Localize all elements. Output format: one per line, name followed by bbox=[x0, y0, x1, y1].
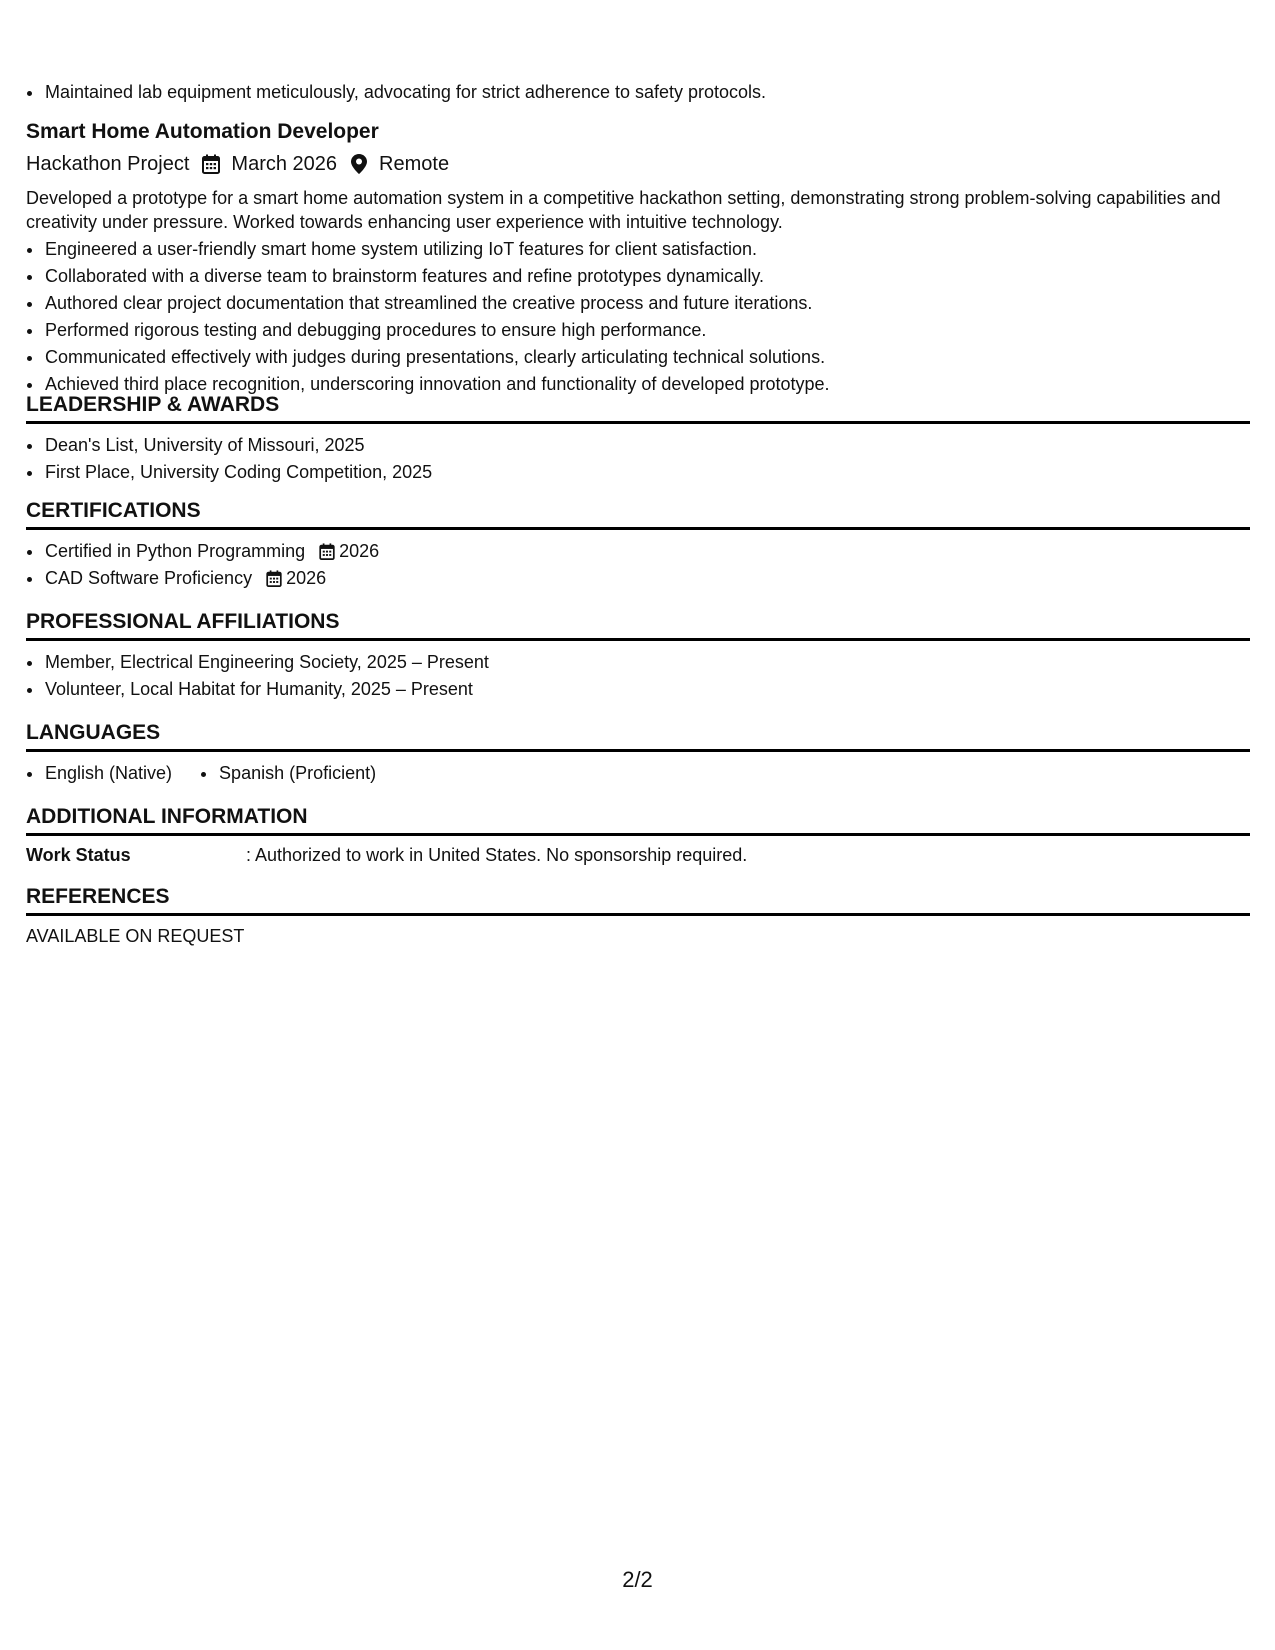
cert-year: 2026 bbox=[286, 568, 327, 588]
job-meta bbox=[26, 150, 1250, 178]
affiliations-list bbox=[26, 649, 1250, 703]
job-location: Remote bbox=[379, 153, 450, 175]
list-item: • Dean's List, University of Missouri, 2025 bbox=[44, 432, 1250, 459]
list-item: • Volunteer, Local Habitat for Humanity, 2025 – Present bbox=[44, 676, 1250, 703]
section-references bbox=[26, 884, 1250, 950]
section-heading: PROFESSIONAL AFFILIATIONS bbox=[26, 609, 1250, 641]
section-leadership bbox=[26, 392, 1250, 486]
calendar-icon bbox=[201, 154, 221, 174]
leadership-list bbox=[26, 432, 1250, 486]
list-item: • English (Native) bbox=[44, 760, 172, 787]
cert-name: • CAD Software Proficiency bbox=[45, 568, 253, 588]
section-additional-information bbox=[26, 804, 1250, 869]
list-item: • Spanish (Proficient) bbox=[218, 760, 376, 787]
languages-list bbox=[26, 760, 1250, 787]
map-pin-icon bbox=[349, 154, 369, 174]
job-entry bbox=[26, 118, 1250, 398]
list-item bbox=[44, 565, 1250, 592]
job-title: Smart Home Automation Developer bbox=[26, 120, 379, 143]
list-item: • Member, Electrical Engineering Society, 2025 – Present bbox=[44, 649, 1250, 676]
job-date: March 2026 bbox=[231, 153, 338, 175]
list-item: • Achieved third place recognition, underscoring innovation and functionality of developed prototype. bbox=[44, 371, 1250, 398]
certifications-list bbox=[26, 538, 1250, 592]
list-item bbox=[44, 538, 1250, 565]
cert-name: • Certified in Python Programming bbox=[45, 541, 306, 561]
previous-job-bullets bbox=[26, 79, 766, 106]
work-status-label: Work Status bbox=[26, 845, 131, 865]
section-languages bbox=[26, 720, 1250, 787]
references-text: AVAILABLE ON REQUEST bbox=[26, 926, 245, 946]
list-item: • Maintained lab equipment meticulously, advocating for strict adherence to safety protocols. bbox=[44, 79, 766, 106]
page-number: 2/2 bbox=[622, 1567, 653, 1592]
section-heading: REFERENCES bbox=[26, 884, 1250, 916]
section-heading: CERTIFICATIONS bbox=[26, 498, 1250, 530]
list-item: • Collaborated with a diverse team to brainstorm features and refine prototypes dynamically. bbox=[44, 263, 1250, 290]
section-heading: LANGUAGES bbox=[26, 720, 1250, 752]
job-bullets bbox=[26, 236, 1250, 398]
calendar-icon bbox=[319, 543, 336, 560]
cert-year: 2026 bbox=[339, 541, 380, 561]
section-heading: LEADERSHIP & AWARDS bbox=[26, 392, 1250, 424]
list-item: • Engineered a user-friendly smart home system utilizing IoT features for client satisfaction. bbox=[44, 236, 1250, 263]
work-status-row bbox=[26, 842, 1250, 869]
job-organization: Hackathon Project bbox=[26, 153, 190, 175]
list-item: • Performed rigorous testing and debugging procedures to ensure high performance. bbox=[44, 317, 1250, 344]
calendar-icon bbox=[266, 570, 283, 587]
job-description: Developed a prototype for a smart home automation system in a competitive hackathon setting, demonstrating strong problem-solving capabilities and creativity under pressure. Worked towards enhancing user experience with intuitive technology. bbox=[26, 188, 1221, 232]
section-certifications bbox=[26, 498, 1250, 592]
list-item: • First Place, University Coding Competition, 2025 bbox=[44, 459, 1250, 486]
list-item: • Communicated effectively with judges during presentations, clearly articulating technical solutions. bbox=[44, 344, 1250, 371]
list-item: • Authored clear project documentation that streamlined the creative process and future iterations. bbox=[44, 290, 1250, 317]
work-status-value: : Authorized to work in United States. No sponsorship required. bbox=[246, 845, 748, 865]
section-affiliations bbox=[26, 609, 1250, 703]
section-heading: ADDITIONAL INFORMATION bbox=[26, 804, 1250, 836]
